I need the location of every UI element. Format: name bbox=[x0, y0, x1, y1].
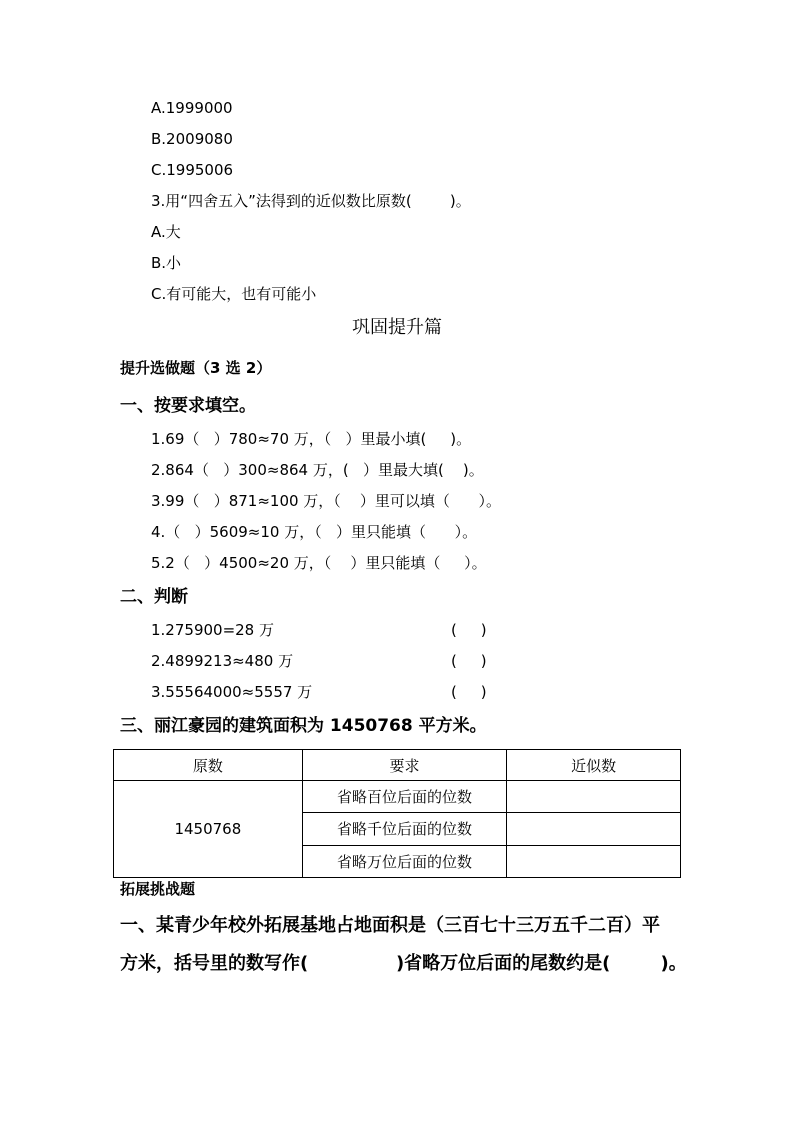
original-number: 1450768 bbox=[114, 781, 303, 878]
option-b: B.2009080 bbox=[151, 130, 233, 148]
judge-item-1: 1.275900=28 万 bbox=[151, 621, 274, 639]
requirement-cell: 省略万位后面的位数 bbox=[302, 845, 507, 877]
option-c: C.1995006 bbox=[151, 161, 234, 179]
fill-item-1: 1.69（ ）780≈70 万，（ ）里最小填( )。 bbox=[151, 430, 472, 448]
challenge-line-2: 方米，括号里的数写作( )省略万位后面的尾数约是( )。 bbox=[120, 953, 687, 974]
optional-heading: 提升选做题（3 选 2） bbox=[120, 359, 272, 377]
section-title: 巩固提升篇 bbox=[352, 317, 442, 338]
part1-heading: 一、按要求填空。 bbox=[120, 396, 256, 416]
fill-item-2: 2.864（ ）300≈864 万，( ）里最大填( )。 bbox=[151, 461, 484, 479]
question-3-stem: 3.用“四舍五入”法得到的近似数比原数( )。 bbox=[151, 192, 471, 210]
answer-cell bbox=[507, 781, 681, 813]
approximation-table bbox=[113, 749, 681, 878]
judge-item-2: 2.4899213≈480 万 bbox=[151, 652, 294, 670]
header-original: 原数 bbox=[114, 750, 303, 781]
header-approximation: 近似数 bbox=[507, 750, 681, 781]
answer-cell bbox=[507, 845, 681, 877]
judge-blank-3: ( ) bbox=[451, 683, 487, 701]
requirement-cell: 省略百位后面的位数 bbox=[302, 781, 507, 813]
table-header-row bbox=[114, 750, 681, 781]
table-row bbox=[114, 781, 681, 813]
option-a: A.1999000 bbox=[151, 99, 233, 117]
part2-heading: 二、判断 bbox=[120, 587, 188, 607]
q3-option-a: A.大 bbox=[151, 223, 181, 241]
fill-item-3: 3.99（ ）871≈100 万，（ ）里可以填（ ）。 bbox=[151, 492, 501, 510]
q3-option-b: B.小 bbox=[151, 254, 182, 272]
challenge-line-1: 一、某青少年校外拓展基地占地面积是（三百七十三万五千二百）平 bbox=[120, 915, 660, 936]
fill-item-4: 4.（ ）5609≈10 万，（ ）里只能填（ ）。 bbox=[151, 523, 478, 541]
judge-item-3: 3.55564000≈5557 万 bbox=[151, 683, 313, 701]
judge-blank-1: ( ) bbox=[451, 621, 487, 639]
challenge-heading: 拓展挑战题 bbox=[120, 880, 196, 898]
header-requirement: 要求 bbox=[302, 750, 507, 781]
requirement-cell: 省略千位后面的位数 bbox=[302, 813, 507, 845]
answer-cell bbox=[507, 813, 681, 845]
fill-item-5: 5.2（ ）4500≈20 万，（ ）里只能填（ ）。 bbox=[151, 554, 487, 572]
q3-option-c: C.有可能大，也有可能小 bbox=[151, 285, 317, 303]
part3-heading: 三、丽江豪园的建筑面积为 1450768 平方米。 bbox=[120, 716, 487, 736]
judge-blank-2: ( ) bbox=[451, 652, 487, 670]
